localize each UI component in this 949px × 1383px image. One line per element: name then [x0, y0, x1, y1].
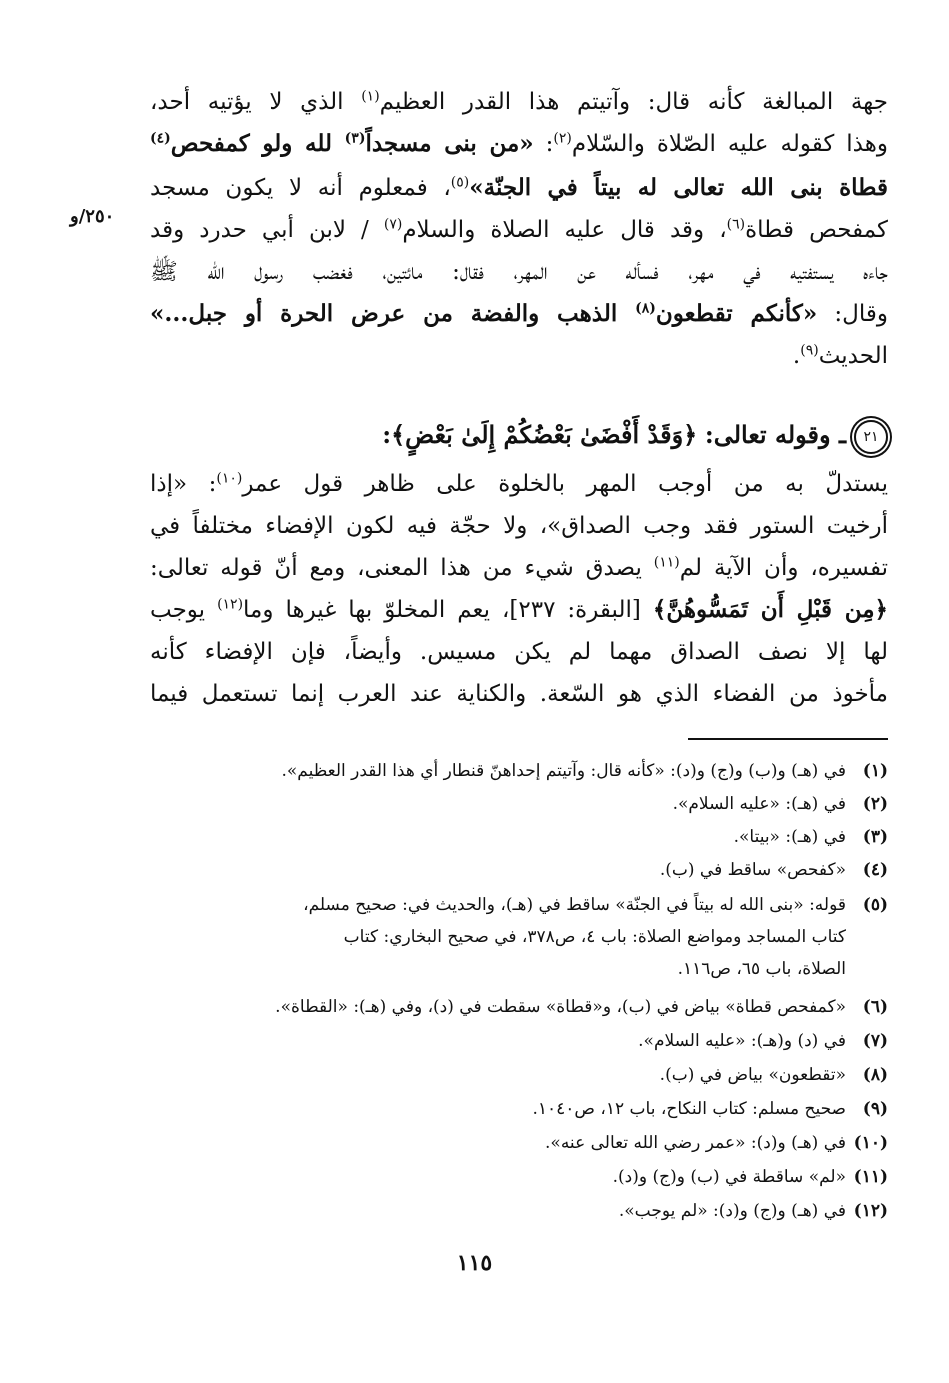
body-line: تفسيره، وأن الآية لم$^{(١١)}$ يصدق شيء من هذا المعنى، ومع أنّ قوله تعالى:	[150, 554, 888, 581]
footnote-divider	[688, 738, 888, 740]
footnote: (٢)في (هـ): «عليه السلام».	[672, 794, 888, 814]
margin-folio-note: ٢٥٠/و	[70, 206, 115, 227]
section-heading	[150, 412, 888, 458]
body-line: قطاة بنى الله تعالى له بيتاً في الجنّة»$^{(٥)}$، فمعلوم أنه لا يكون مسجد	[150, 174, 888, 201]
body-line: ﴿مِن قَبْلِ أَن تَمَسُّوهُنَّ﴾ [البقرة: ٢٣٧]، يعم المخلوّ بها غيرها وما$^{(١٢)}$ يوجب	[150, 596, 888, 623]
body-line: يستدلّ به من أوجب المهر بالخلوة على ظاهر قول عمر$^{(١٠)}$: «إذا	[150, 470, 888, 497]
footnote: (١١)«لم» ساقطة في (ب) و(ج) و(د).	[612, 1167, 888, 1187]
footnote-continuation: كتاب المساجد ومواضع الصلاة: باب ٤، ص٣٧٨، في صحيح البخاري: كتاب	[343, 927, 846, 947]
footnote: (٧)في (د) و(هـ): «عليه السلام».	[638, 1031, 888, 1051]
body-line: لها إلا نصف الصداق مهما لم يكن مسيس. وأيضاً، فإن الإفضاء كأنه	[150, 639, 888, 665]
footnote: (١)في (هـ) و(ب) و(ج) و(د): «كأنه قال: وآتيتم إحداهنّ قنطار أي هذا القدر العظيم».	[281, 761, 888, 781]
footnote: (١٢)في (هـ) و(ج) و(د): «لم يوجب».	[618, 1201, 888, 1221]
body-line: أرخيت الستور فقد وجب الصداق»، ولا حجّة فيه لكون الإفضاء مختلفاً في	[150, 513, 888, 539]
footnote: (٦)«كمفحص قطاة» بياض في (ب)، و«قطاة» سقطت في (د)، وفي (هـ): «القطاة».	[275, 997, 888, 1017]
body-line: جاءه يستفتيه في مهر، فسأله عن المهر، فقال: مائتين، فغضب رسول الله ﷺ	[150, 259, 888, 285]
footnote: (٥)قوله: «بنى الله له بيتاً في الجنّة» ساقط في (هـ)، والحديث في: صحيح مسلم،	[303, 895, 888, 915]
footnote: (١٠)في (هـ) و(د): «عمر رضي الله تعالى عنه».	[545, 1133, 888, 1153]
footnote-continuation: الصلاة، باب ٦٥، ص١١٦.	[677, 959, 846, 979]
footnote: (٨)«تقطعون» بياض في (ب).	[659, 1065, 888, 1085]
body-line: كمفحص قطاة$^{(٦)}$، وقد قال عليه الصلاة والسلام$^{(٧)}$ / لابن أبي حدرد وقد	[150, 216, 888, 243]
quran-verse: ﴿وَقَدْ أَفْضَىٰ بَعْضُكُمْ إِلَىٰ بَعْضٍ﴾:	[382, 420, 698, 449]
footnote: (٤)«كفحص» ساقط في (ب).	[659, 860, 888, 880]
body-line: مأخوذ من الفضاء الذي هو السّعة. والكناية عند العرب إنما تستعمل فيما	[150, 681, 888, 707]
body-line: الحديث$^{(٩)}$.	[792, 342, 888, 369]
body-line: وهذا كقوله عليه الصّلاة والسّلام$^{(٢)}$: «من بنى مسجداً$^{(٣)}$ لله ولو كمفحص$^{(٤)}$	[150, 130, 888, 157]
footnote: (٩)صحيح مسلم: كتاب النكاح، باب ١٢، ص١٠٤٠.	[532, 1099, 888, 1119]
section-label: ـ وقوله تعالى:	[704, 420, 846, 449]
body-line: جهة المبالغة كأنه قال: وآتيتم هذا القدر العظيم$^{(١)}$ الذي لا يؤتيه أحد،	[150, 88, 888, 115]
footnotes	[150, 755, 888, 1235]
section-block	[150, 0, 888, 720]
body-line: وقال: «كأنكم تقطعون$^{(٨)}$ الذهب والفضة من عرض الحرة أو جبل...»	[150, 300, 888, 327]
page-number: ١١٥	[456, 1250, 493, 1276]
section-number-badge: ٢١	[854, 420, 888, 454]
footnote: (٣)في (هـ): «بيتا».	[733, 827, 888, 847]
